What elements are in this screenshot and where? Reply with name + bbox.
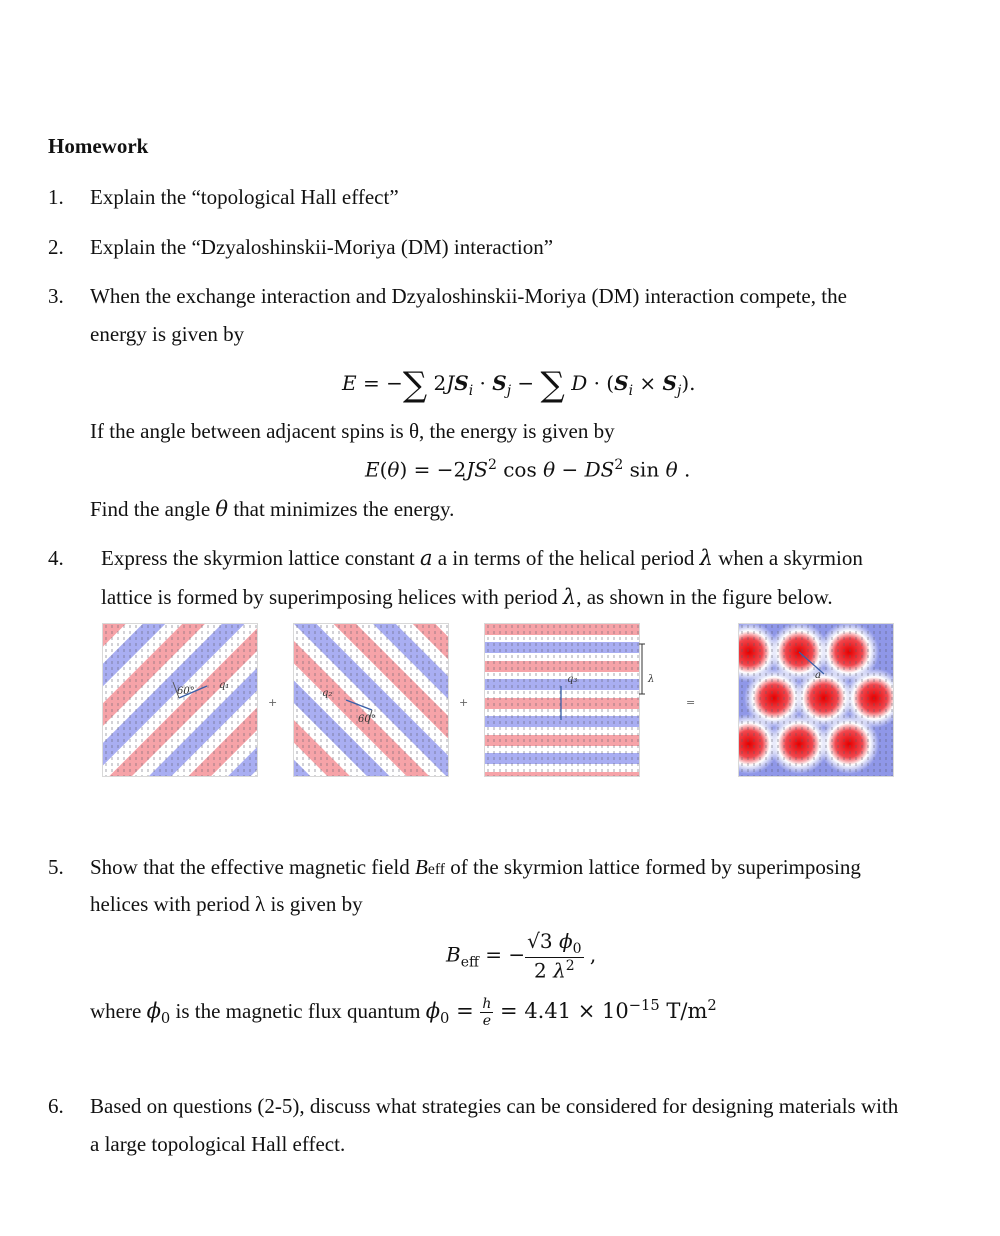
question-3-line-2: energy is given by (90, 322, 245, 346)
question-3-line-1: When the exchange interaction and Dzyaloshinskii-Moriya (DM) interaction compete, the (90, 284, 847, 308)
question-4-line-2: lattice is formed by superimposing helices with period λ, as shown in the figure below. (101, 585, 833, 609)
question-3-line-3: If the angle between adjacent spins is θ, the energy is given by (90, 419, 615, 443)
helix-panel-3 (484, 623, 640, 777)
item-number: 5. (48, 855, 64, 879)
wavevector-label-q2: q₂ (322, 688, 333, 699)
energy-equation: E = −∑ $2JS_i \cdot S_j$ − ∑ $D \cdot (S_i \times S_j)$. (342, 365, 696, 405)
q4-text-c: when a skyrmion (718, 546, 863, 570)
item-number: 4. (48, 546, 64, 570)
angle-label: 60° (177, 686, 195, 697)
question-4-line-1: Express the skyrmion lattice constant a a in terms of the helical period λ when a skyrmion (101, 546, 863, 570)
question-6-line-2: a large topological Hall effect. (90, 1132, 346, 1156)
question-5-line-2: helices with period λ is given by (90, 892, 363, 916)
q4-text-e: , as shown in the figure below. (576, 585, 833, 609)
plus-operator: + (268, 696, 278, 709)
period-bracket (638, 640, 662, 700)
flux-quantum-formula: $\phi_0$ = $\frac{h}{e}$ = $4.41 \times 10^{-15}$ $T/m^2$ (425, 996, 717, 1029)
wavevector-label-q1: q₁ (219, 680, 230, 691)
period-label: λ (648, 674, 655, 685)
question-3-line-4-end: that minimizes the energy. (233, 497, 455, 521)
q5-text-b: of the skyrmion lattice formed by superimposing (450, 855, 861, 879)
question-3-line-4-start: Find the angle (90, 497, 211, 521)
question-2-text: Explain the “Dzyaloshinskii-Moriya (DM) interaction” (90, 235, 554, 259)
q5-text-a: Show that the effective magnetic field (90, 855, 410, 879)
q5-text-c: where (90, 999, 142, 1023)
wavevector-label-q3: q₃ (567, 674, 578, 685)
q4-text-d: lattice is formed by superimposing helices with period (101, 585, 558, 609)
question-5-line-3: where $\phi_0$ is the magnetic flux quantum $\phi_0$ = $\frac{h}{e}$ = $4.41 \times 10^{-15}$ $T/m^2$ (90, 996, 717, 1029)
item-number: 2. (48, 235, 64, 259)
effective-field-equation: $B_{eff}$ = − $\frac{√3 \phi_0}{2 \lambda^2}$ , (446, 929, 597, 983)
item-number: 1. (48, 185, 64, 209)
q4-text-b: a in terms of the helical period (437, 546, 695, 570)
angle-label: 60° (358, 714, 376, 725)
question-6-line-1: Based on questions (2-5), discuss what strategies can be considered for designing materials with (90, 1094, 899, 1118)
lattice-constant-label: a (815, 670, 821, 681)
question-3-line-4: Find the angle θ that minimizes the energy. (90, 497, 455, 521)
page-title: Homework (48, 134, 149, 158)
angle-energy-equation: $E(\theta) = -2JS^2$ $\cos \theta - DS^2$ sin θ . (365, 457, 691, 482)
helix-panel-1 (102, 623, 258, 777)
q4-text-a: Express the skyrmion lattice constant (101, 546, 415, 570)
item-number: 3. (48, 284, 64, 308)
item-number: 6. (48, 1094, 64, 1118)
equals-operator: = (686, 696, 696, 709)
q5-text-d: is the magnetic flux quantum (175, 999, 421, 1023)
question-5-line-1: Show that the effective magnetic field Beff of the skyrmion lattice formed by superimposing (90, 855, 861, 879)
question-1-text: Explain the “topological Hall effect” (90, 185, 399, 209)
plus-operator: + (459, 696, 469, 709)
skyrmion-lattice-panel (738, 623, 894, 777)
helix-panel-2 (293, 623, 449, 777)
